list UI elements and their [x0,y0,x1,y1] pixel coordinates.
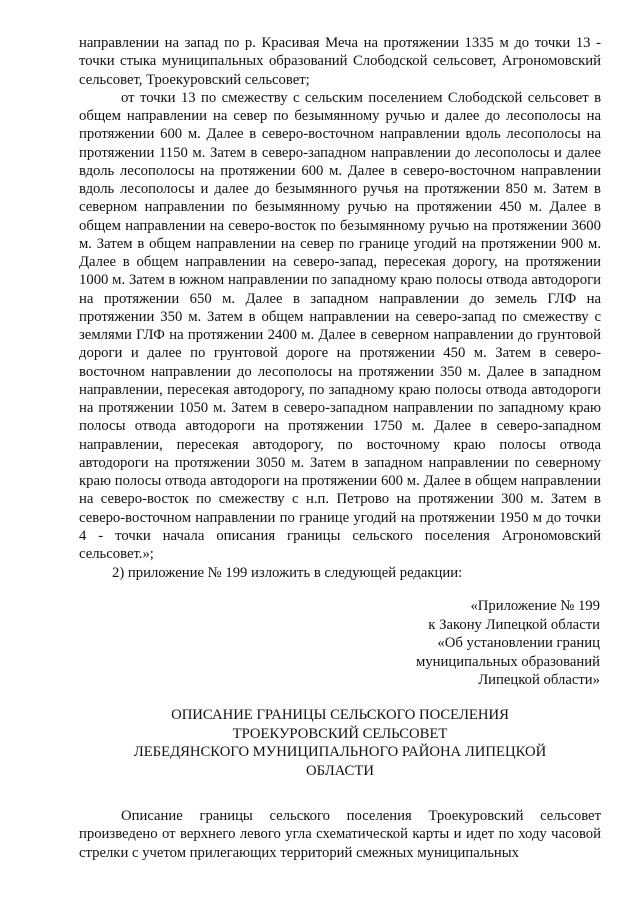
appendix-header-line: Липецкой области» [478,672,600,688]
section-title-line: ОБЛАСТИ [306,762,374,779]
section-title [80,706,600,780]
description-block [79,807,601,862]
appendix-header-line: «Приложение № 199 [470,598,600,614]
appendix-header [416,597,600,690]
section-title-line: ЛЕБЕДЯНСКОГО МУНИЦИПАЛЬНОГО РАЙОНА ЛИПЕЦКОЙ [133,744,547,760]
section-title-line: ОПИСАНИЕ ГРАНИЦЫ СЕЛЬСКОГО ПОСЕЛЕНИЯ [171,707,509,723]
paragraph-description: Описание границы сельского поселения Троекуровский сельсовет произведено от верхнего левого угла схематической карты и идет по ходу часовой стрелки с учетом прилегающих территорий смежных муниципальных [79,808,601,861]
appendix-header-line: к Закону Липецкой области [428,616,600,633]
amendment-list-item: 2) приложение № 199 изложить в следующей редакции: [112,565,463,581]
boundary-description-block [79,34,601,563]
appendix-header-line: муниципальных образований [416,653,600,670]
paragraph-intro: направлении на запад по р. Красивая Меча на протяжении 1335 м до точки 13 - точки стыка муниципальных образований Слободской сельсовет, Агрономовский сельсовет, Троекуровский сельсовет; [79,35,601,88]
paragraph-main: от точки 13 по смежеству с сельским поселением Слободской сельсовет в общем направлении на север по безымянному ручью и далее до лесополосы на протяжении 600 м. Далее в северо-восточном направлении вдоль лесополосы на протяжении 1150 м. Затем в северо-западном направлении до лесополосы и далее вдоль лесополосы на протяжении 600 м. Далее в северо-восточном направлении вдоль лесополосы и далее до безымянного ручья на протяжении 850 м. Затем в северном направлении по безымянному ручью на протяжении 450 м. Далее в общем направлении на северо-восток по безымянному ручью на протяжении 3600 м. Затем в общем направлении на север по границе угодий на протяжении 900 м. Далее в общем направлении на северо-запад, пересекая дорогу, на протяжении 1000 м. Затем в южном направлении по западному краю полосы отвода автодороги на протяжении 650 м. Далее в западном направлении до земель ГЛФ на протяжении 350 м. Затем в общем направлении на северо-запад по смежеству с землями ГЛФ на протяжении 2400 м. Далее в северном направлении до грунтовой дороги и далее по грунтовой дороге на протяжении 450 м. Затем в северо-восточном направлении до лесополосы на протяжении 350 м. Далее в западном направлении, пересекая автодорогу, по западному краю полосы отвода автодороги на протяжении 1050 м. Затем в северо-западном направлении по западному краю полосы отвода автодороги на протяжении 1750 м. Далее в северо-западном направлении, пересекая автодорогу, по восточному краю полосы отвода автодороги на протяжении 3050 м. Затем в западном направлении по северному краю полосы отвода автодороги на протяжении 600 м. Далее в общем направлении на северо-восток по смежеству с н.п. Петрово на протяжении 300 м. Затем в северо-восточном направлении по границе угодий на протяжении 1950 м до точки 4 - точки начала описания границы сельского поселения Агрономовский сельсовет.»; [79,89,601,562]
appendix-header-line: «Об установлении границ [437,635,600,651]
section-title-line: ТРОЕКУРОВСКИЙ СЕЛЬСОВЕТ [232,725,448,742]
